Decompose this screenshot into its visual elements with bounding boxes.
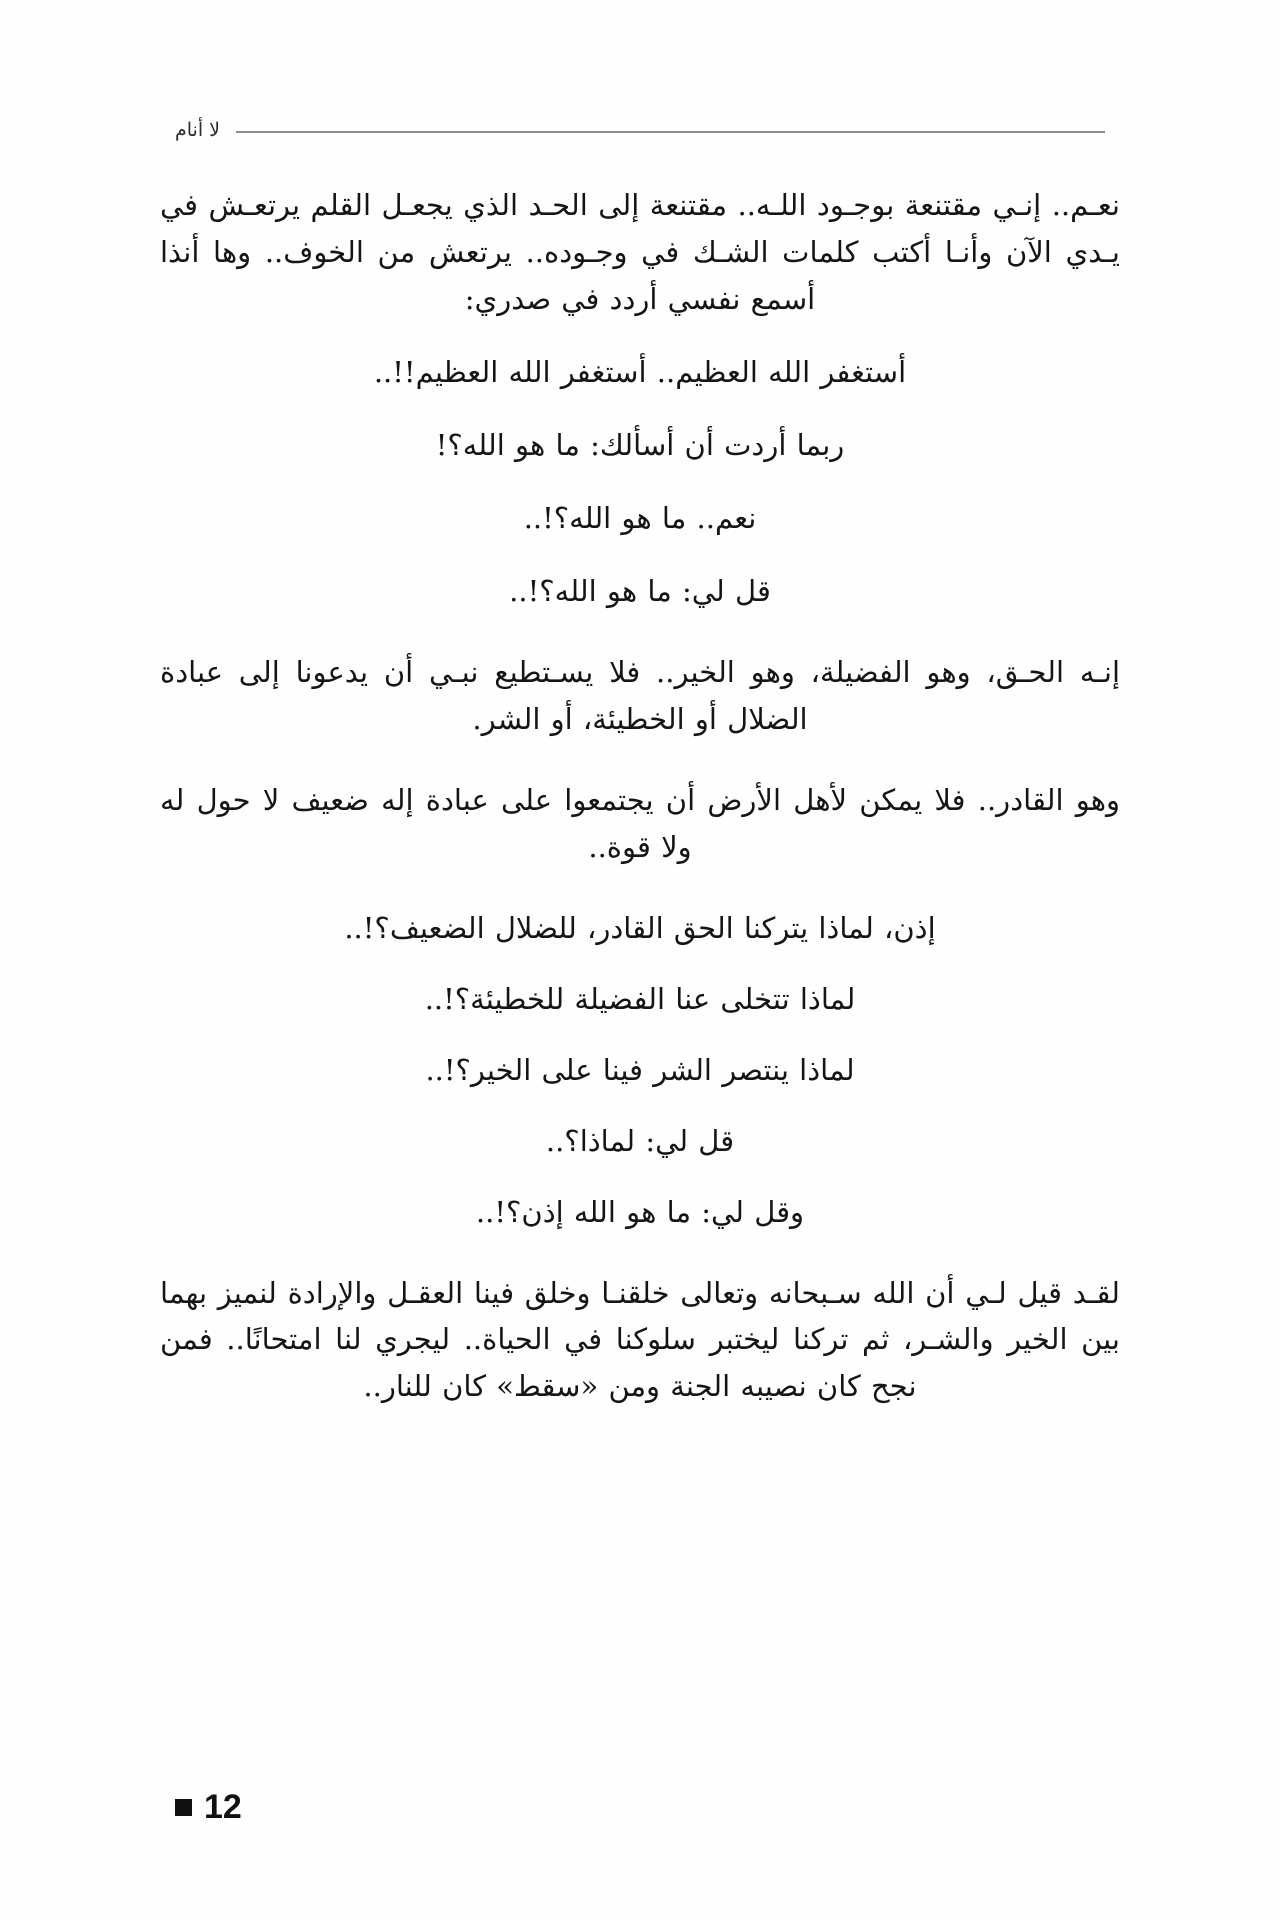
paragraph: إذن، لماذا يتركنا الحق القادر، للضلال الضعيف؟!..	[344, 910, 936, 945]
paragraph: نعم.. ما هو الله؟!..	[523, 500, 757, 535]
paragraph: قل لي: ما هو الله؟!..	[509, 573, 771, 608]
paragraph: نعـم.. إنـي مقتنعة بوجـود اللـه.. مقتنعة إلى الحـد الذي يجعـل القلم يرتعـش في يـدي الآن وأنـا أكتب كلمات الشـك في وجـوده.. يرتعش من الخوف.. وها أنذا أسمع نفسي أردد في صدري:	[160, 188, 1120, 316]
page-folio	[175, 1790, 242, 1824]
header-rule	[236, 131, 1105, 133]
running-head	[175, 112, 1105, 148]
paragraph: أستغفر الله العظيم.. أستغفر الله العظيم!!..	[373, 354, 907, 389]
running-head-title: لا أنام	[175, 118, 220, 141]
paragraph: إنـه الحـق، وهو الفضيلة، وهو الخير.. فلا يسـتطيع نبـي أن يدعونا إلى عبادة الضلال أو الخطيئة، أو الشر.	[160, 654, 1120, 736]
paragraph: قل لي: لماذا؟..	[545, 1123, 735, 1158]
paragraph: وهو القادر.. فلا يمكن لأهل الأرض أن يجتمعوا على عبادة إله ضعيف لا حول له ولا قوة..	[160, 782, 1120, 864]
folio-square-icon	[175, 1799, 192, 1816]
paragraph: ربما أردت أن أسألك: ما هو الله؟!	[435, 427, 845, 462]
paragraph: لماذا ينتصر الشر فينا على الخير؟!..	[425, 1052, 855, 1087]
page-body	[160, 182, 1120, 1436]
paragraph: لقـد قيل لـي أن الله سـبحانه وتعالى خلقنـا وخلق فينا العقـل والإرادة لنميز بهما بين الخير والشـر، ثم تركنا ليختبر سلوكنا في الحياة.. ليجري لنا امتحانًا.. فمن نجح كان نصيبه الجنة ومن «سقط» كان للنار..	[160, 1275, 1120, 1404]
page-number: 12	[204, 1788, 242, 1826]
paragraph: وقل لي: ما هو الله إذن؟!..	[475, 1194, 805, 1229]
paragraph: لماذا تتخلى عنا الفضيلة للخطيئة؟!..	[424, 981, 856, 1016]
